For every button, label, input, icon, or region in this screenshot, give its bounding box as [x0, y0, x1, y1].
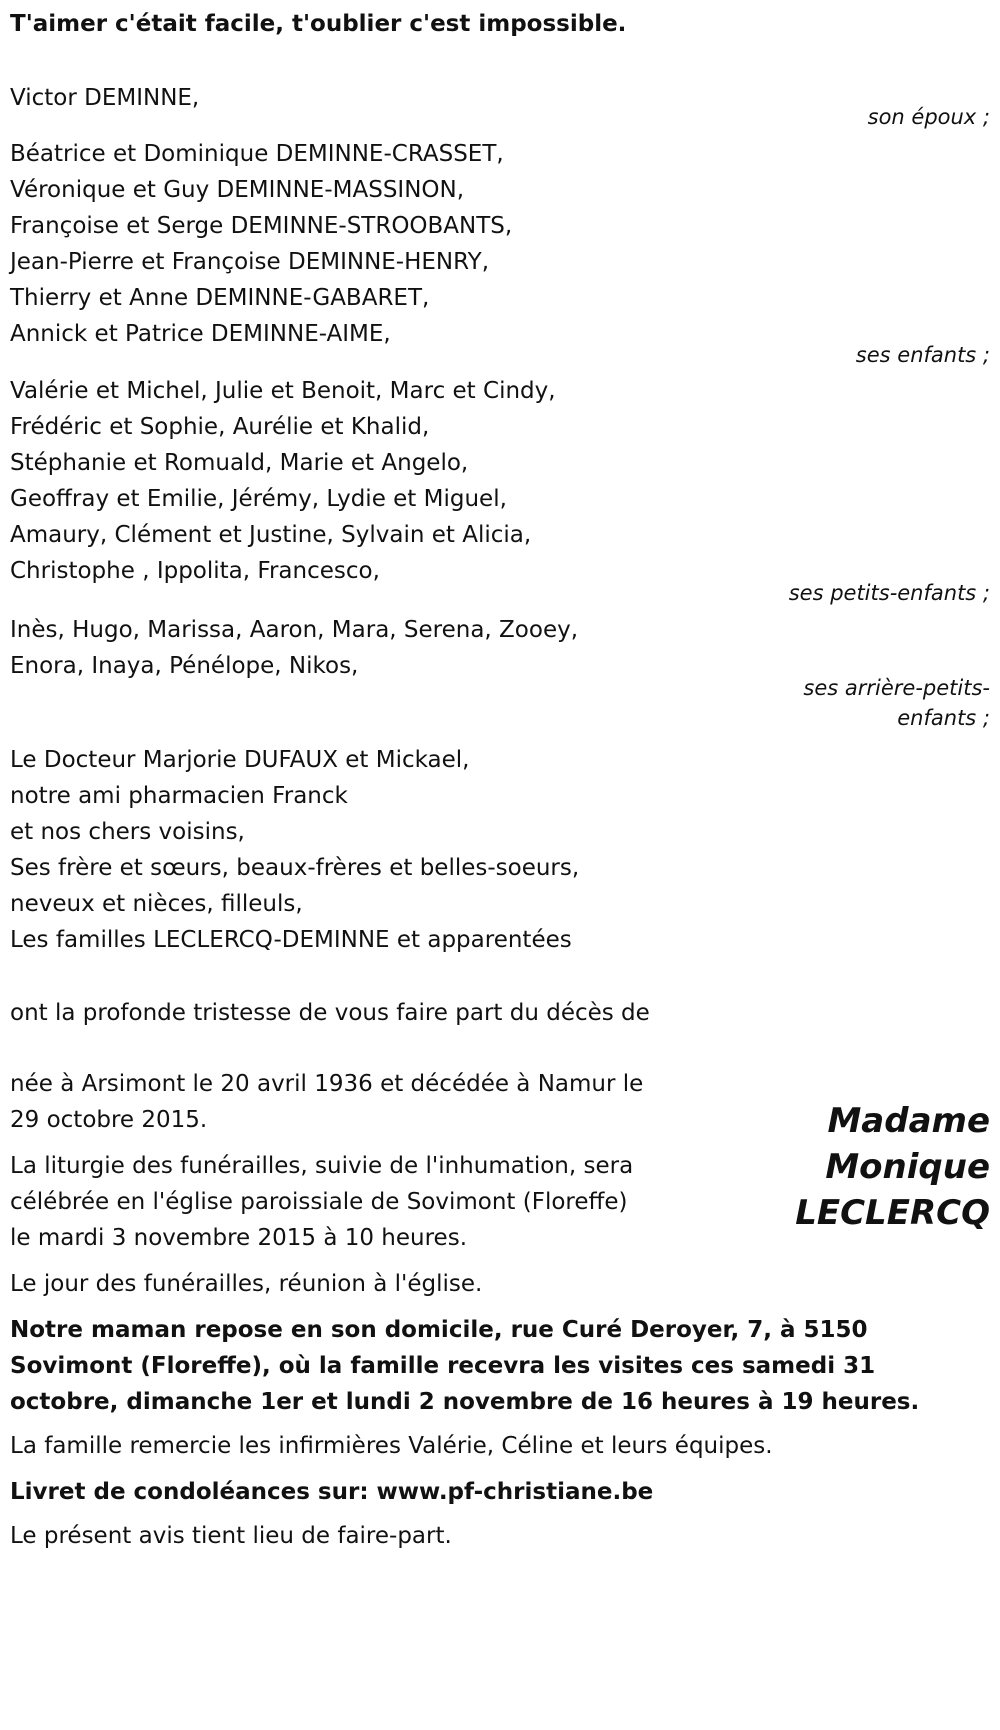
great-grandchildren-role [803, 673, 990, 733]
thanks-text: La famille remercie les infirmières Valérie, Céline et leurs équipes. [10, 1433, 773, 1459]
spouse-role: son époux ; [867, 105, 990, 129]
child-line: Béatrice et Dominique DEMINNE-CRASSET, [10, 141, 504, 167]
others-list [10, 742, 579, 958]
grandchild-line: Stéphanie et Romuald, Marie et Angelo, [10, 450, 469, 476]
child-line: Véronique et Guy DEMINNE-MASSINON, [10, 177, 465, 203]
great-grandchild-line: Inès, Hugo, Marissa, Aaron, Mara, Serena, Zooey, [10, 617, 579, 643]
visits-line: Sovimont (Floreffe), où la famille recevra les visites ces samedi 31 [10, 1353, 876, 1379]
motto: T'aimer c'était facile, t'oublier c'est impossible. [10, 11, 627, 37]
birth-death-line: née à Arsimont le 20 avril 1936 et décédée à Namur le [10, 1071, 644, 1097]
reunion-text: Le jour des funérailles, réunion à l'église. [10, 1271, 483, 1297]
others-line: Le Docteur Marjorie DUFAUX et Mickael, [10, 747, 470, 773]
spouse-line: Victor DEMINNE, [10, 85, 200, 111]
child-line: Jean-Pierre et Françoise DEMINNE-HENRY, [10, 249, 490, 275]
grandchild-line: Valérie et Michel, Julie et Benoit, Marc et Cindy, [10, 378, 556, 404]
condolences-link[interactable]: Livret de condoléances sur: www.pf-christiane.be [10, 1479, 654, 1505]
children-role: ses enfants ; [855, 343, 990, 367]
birth-death-text [10, 1066, 643, 1138]
child-line: Thierry et Anne DEMINNE-GABARET, [10, 285, 430, 311]
child-line: Annick et Patrice DEMINNE-AIME, [10, 321, 391, 347]
liturgy-line: La liturgie des funérailles, suivie de l'inhumation, sera [10, 1153, 634, 1179]
children-list [10, 136, 512, 352]
liturgy-text [10, 1148, 633, 1256]
grandchild-line: Christophe , Ippolita, Francesco, [10, 558, 380, 584]
grandchildren-role: ses petits-enfants ; [788, 581, 990, 605]
grandchild-line: Amaury, Clément et Justine, Sylvain et Alicia, [10, 522, 532, 548]
deceased-name-line: LECLERCQ [795, 1193, 990, 1233]
others-line: Ses frère et sœurs, beaux-frères et belles-soeurs, [10, 855, 580, 881]
great-grandchildren-list [10, 612, 578, 684]
grandchildren-list [10, 373, 556, 589]
announcement: ont la profonde tristesse de vous faire part du décès de [10, 1000, 650, 1026]
liturgy-line: le mardi 3 novembre 2015 à 10 heures. [10, 1225, 468, 1251]
great-grandchildren-role-line: enfants ; [897, 706, 990, 730]
others-line: neveux et nièces, filleuls, [10, 891, 303, 917]
liturgy-line: célébrée en l'église paroissiale de Sovimont (Floreffe) [10, 1189, 628, 1215]
visits-line: Notre maman repose en son domicile, rue Curé Deroyer, 7, à 5150 [10, 1317, 868, 1343]
child-line: Françoise et Serge DEMINNE-STROOBANTS, [10, 213, 513, 239]
others-line: notre ami pharmacien Franck [10, 783, 348, 809]
grandchild-line: Frédéric et Sophie, Aurélie et Khalid, [10, 414, 430, 440]
visits-text [10, 1312, 919, 1420]
deceased-name-line: Madame [827, 1101, 990, 1141]
great-grandchildren-role-line: ses arrière-petits- [803, 676, 990, 700]
birth-death-line: 29 octobre 2015. [10, 1107, 208, 1133]
others-line: Les familles LECLERCQ-DEMINNE et apparentées [10, 927, 572, 953]
deceased-name [795, 1098, 990, 1236]
visits-line: octobre, dimanche 1er et lundi 2 novembre de 16 heures à 19 heures. [10, 1389, 920, 1415]
notice-text: Le présent avis tient lieu de faire-part. [10, 1523, 452, 1549]
others-line: et nos chers voisins, [10, 819, 245, 845]
grandchild-line: Geoffray et Emilie, Jérémy, Lydie et Miguel, [10, 486, 507, 512]
deceased-name-line: Monique [825, 1147, 990, 1187]
great-grandchild-line: Enora, Inaya, Pénélope, Nikos, [10, 653, 359, 679]
spouse-list [10, 80, 199, 116]
